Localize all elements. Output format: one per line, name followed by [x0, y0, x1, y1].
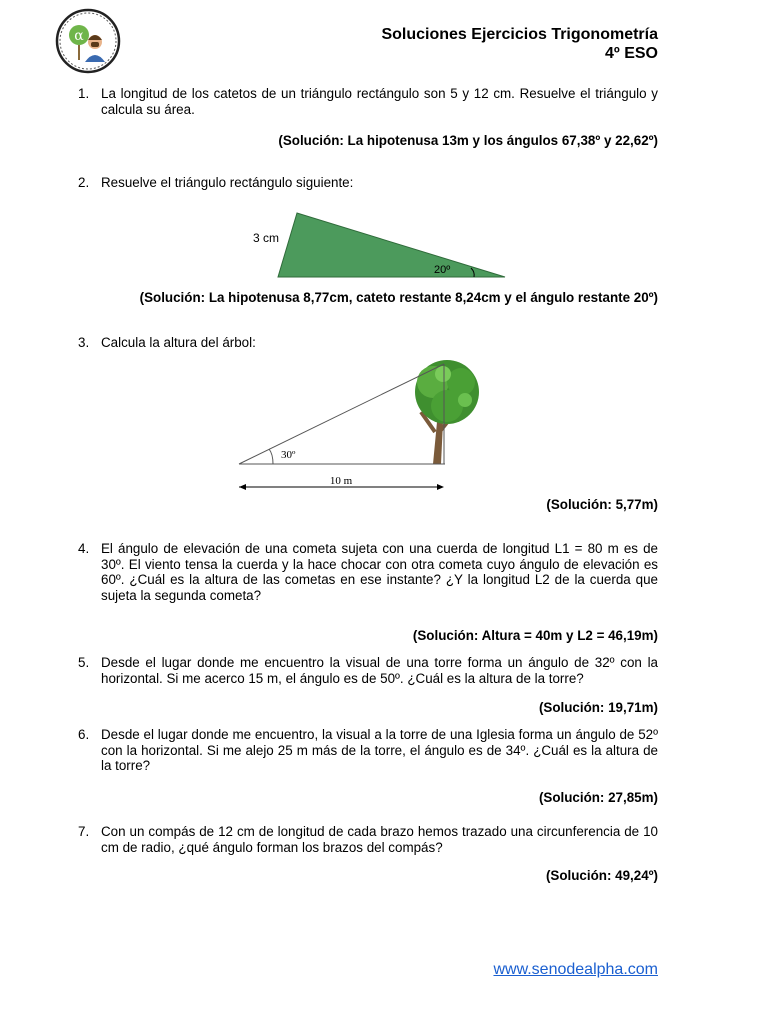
exercise-4-solution: (Solución: Altura = 40m y L2 = 46,19m) [412, 628, 658, 643]
exercise-number: 3. [78, 335, 90, 350]
tree-figure [225, 352, 495, 497]
angle-label: 30º [281, 449, 296, 461]
exercise-6 [78, 727, 658, 774]
document-title: Soluciones Ejercicios Trigonometría [381, 26, 658, 43]
line-of-sight [239, 364, 444, 464]
exercise-number: 4. [78, 541, 90, 556]
logo [55, 8, 121, 74]
exercise-text: El ángulo de elevación de una cometa sujeta con una cuerda de longitud L1 = 80 m es de 30º. El viento tensa la cuerda y la hace chocar con otra cometa cuyo ángulo de elevación es 60º. ¿Cuál es la altura de las cometas en ese instante? ¿Y la longitud L2 de la cuerda que sujeta la segunda cometa? [101, 541, 658, 603]
exercise-number: 5. [78, 655, 90, 670]
exercise-7-solution: (Solución: 49,24º) [545, 868, 658, 883]
exercise-2 [78, 175, 658, 191]
exercise-number: 6. [78, 727, 90, 742]
exercise-1 [78, 86, 658, 118]
exercise-3 [78, 335, 658, 351]
exercise-text: Desde el lugar donde me encuentro la visual de una torre forma un ángulo de 32º con la horizontal. Si me acerco 15 m, el ángulo es de 50º. ¿Cuál es la altura de la torre? [101, 655, 658, 686]
exercise-text: Resuelve el triángulo rectángulo siguiente: [101, 175, 354, 190]
distance-label: 10 m [329, 475, 353, 487]
exercise-text: Con un compás de 12 cm de longitud de cada brazo hemos trazado una circunferencia de 10 cm de radio, ¿qué ángulo forman los brazos del compás? [101, 824, 658, 855]
exercise-7 [78, 824, 658, 856]
exercise-5-solution: (Solución: 19,71m) [538, 700, 658, 715]
exercise-text: Desde el lugar donde me encuentro, la visual a la torre de una Iglesia forma un ángulo de 52º con la horizontal. Si me alejo 25 m más de la torre, el ángulo es de 34º. ¿Cuál es la altura de la torre? [101, 727, 658, 773]
exercise-5 [78, 655, 658, 687]
triangle-shape [278, 213, 505, 277]
tree-icon [415, 360, 479, 464]
exercise-2-solution: (Solución: La hipotenusa 8,77cm, cateto restante 8,24cm y el ángulo restante 20º) [139, 290, 658, 305]
footer-website-link[interactable]: www.senodealpha.com [493, 961, 658, 978]
document-header [381, 25, 658, 63]
exercise-number: 2. [78, 175, 90, 190]
exercise-3-solution: (Solución: 5,77m) [546, 497, 658, 512]
angle-label: 20º [434, 264, 451, 276]
exercise-4 [78, 541, 658, 603]
exercise-number: 7. [78, 824, 90, 839]
exercise-text: Calcula la altura del árbol: [101, 335, 256, 350]
right-triangle-figure [245, 205, 510, 283]
exercise-text: La longitud de los catetos de un triángulo rectángulo son 5 y 12 cm. Resuelve el triángulo y calcula su área. [101, 86, 658, 117]
logo-symbol: α [74, 28, 84, 44]
exercise-number: 1. [78, 86, 90, 101]
angle-arc [269, 449, 273, 464]
side-label: 3 cm [253, 231, 280, 245]
exercise-1-solution: (Solución: La hipotenusa 13m y los ángulos 67,38º y 22,62º) [278, 133, 658, 148]
exercise-6-solution: (Solución: 27,85m) [538, 790, 658, 805]
document-subtitle: 4º ESO [605, 45, 658, 62]
